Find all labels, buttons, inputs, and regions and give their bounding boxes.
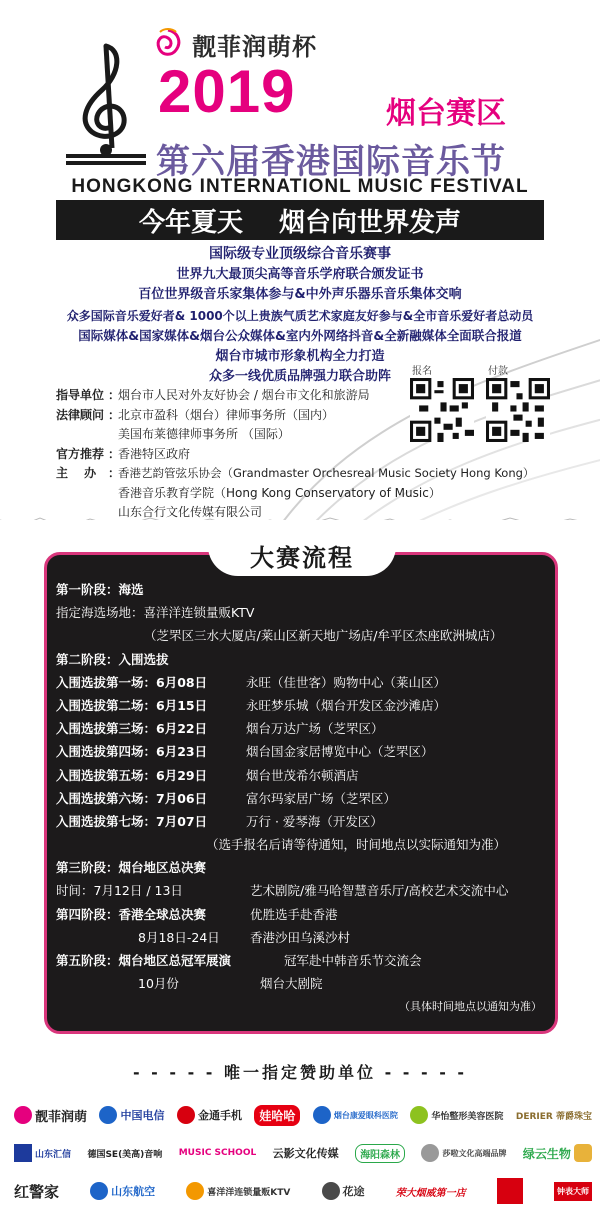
guide-label: 指导单位	[56, 388, 105, 402]
stage2-title: 第二阶段：入围选拔	[56, 651, 169, 667]
rose-logo-icon	[150, 26, 186, 62]
eye-logo-icon	[313, 1106, 331, 1124]
stage3-title: 第三阶段：烟台地区总决赛	[56, 860, 207, 876]
stage3-time: 时间：7月12日 / 13日	[56, 883, 183, 899]
shield-logo-icon	[14, 1144, 32, 1162]
seal-logo-icon	[497, 1178, 523, 1204]
stage4-venue: 香港沙田乌溪沙村	[250, 929, 351, 945]
sponsor-name: 德国SE(美高)音响	[87, 1149, 163, 1160]
brand-row	[150, 26, 317, 62]
sponsor-logo	[14, 1181, 59, 1202]
round-venue: 富尔玛家居广场（芝罘区）	[246, 790, 397, 806]
ktv-logo-icon	[186, 1182, 204, 1200]
round-venue: 烟台世茂希尔顿酒店	[246, 767, 359, 783]
sponsor-name: 山东汇信	[35, 1149, 72, 1160]
round-venue: 烟台万达广场（芝罘区）	[246, 721, 384, 737]
poster-header	[0, 0, 600, 520]
sponsor-name: 烟台康爱眼科医院	[333, 1110, 398, 1120]
highlight-item: 百位世界级音乐家集体参与&中外声乐器乐音乐集体交响	[138, 287, 462, 302]
sponsor-name: 花途	[342, 1185, 365, 1198]
sponsor-logo	[421, 1144, 506, 1162]
flower-logo-icon	[410, 1106, 428, 1124]
stage1-venue: 指定海选场地：喜洋洋连锁量贩KTV	[56, 605, 255, 621]
sally-logo-icon	[421, 1144, 439, 1162]
qr-pay-label: 付款	[488, 366, 508, 377]
stage5-time: 10月份	[138, 976, 179, 992]
sponsor-logo	[14, 1144, 71, 1162]
round-label: 入围选拔第一场：6月08日	[56, 674, 208, 690]
sponsor-name: 云影文化传媒	[272, 1147, 339, 1160]
highlight-item: 烟台市城市形象机构全力打造	[215, 348, 385, 364]
round-label: 入围选拔第四场：6月23日	[56, 744, 208, 760]
rose-logo-icon	[14, 1106, 32, 1124]
sponsor-grid	[14, 1096, 592, 1210]
sponsor-logo	[14, 1106, 87, 1125]
round-label: 入围选拔第六场：7月06日	[56, 790, 208, 806]
round-label: 入围选拔第七场：7月07日	[56, 813, 208, 829]
round-row	[56, 740, 556, 763]
sponsor-logo	[313, 1106, 398, 1124]
sponsor-name: 中国电信	[120, 1109, 165, 1122]
sponsor-name: 荣大烟威第一店	[395, 1187, 466, 1199]
round-row	[56, 694, 556, 717]
highlight-item: 众多一线优质品牌强力联合助阵	[208, 369, 391, 384]
sponsor-logo	[99, 1106, 164, 1124]
sponsor-name: 靓菲润萌	[35, 1109, 88, 1125]
huawei-logo-icon	[177, 1106, 195, 1124]
sponsor-logo	[177, 1106, 242, 1124]
round-label: 入围选拔第三场：6月22日	[56, 721, 208, 737]
sponsor-row	[14, 1134, 592, 1172]
slogan-left: 今年夏天	[138, 207, 243, 238]
sponsor-logo	[516, 1109, 592, 1122]
stage4-time: 8月18日-24日	[138, 929, 220, 945]
process-content	[56, 578, 556, 1019]
sponsor-name: 绿云生物	[522, 1146, 571, 1161]
round-row	[56, 810, 556, 833]
slogan-banner	[56, 200, 544, 240]
festival-title-en: HONGKONG INTERNATIONL MUSIC FESTIVAL	[71, 176, 529, 197]
sponsor-name: 山东航空	[111, 1185, 156, 1198]
festival-title-cn: 第六届香港国际音乐节	[156, 142, 506, 182]
sponsor-logo	[497, 1178, 523, 1204]
highlight-item: 国际媒体&国家媒体&烟台公众媒体&室内外网络抖音&全新融媒体全面联合报道	[78, 328, 522, 343]
telecom-logo-icon	[99, 1106, 117, 1124]
sponsor-logo	[396, 1184, 466, 1199]
round-row	[56, 787, 556, 810]
product-logo-icon	[574, 1144, 592, 1162]
legal-value: 北京市盈科（烟台）律师事务所（国内）	[118, 407, 335, 422]
round-venue: 永旺梦乐城（烟台开发区金沙滩店）	[246, 697, 447, 713]
sponsor-name: 莎啦文化高端品牌	[442, 1148, 507, 1158]
stage3-row	[56, 879, 556, 902]
highlight-item: 世界九大最顶尖高等音乐学府联合颁发证书	[176, 266, 424, 282]
recommend-value: 香港特区政府	[118, 446, 191, 461]
sponsor-row	[14, 1172, 592, 1210]
highlight-item: 众多国际音乐爱好者& 1000个以上贵族气质艺术家庭友好参与&全市音乐爱好者总动员	[66, 308, 534, 323]
sponsor-name: 娃哈哈	[254, 1105, 300, 1126]
legal-value-2: 美国布莱德律师事务所 （国际）	[118, 427, 290, 441]
sponsor-logo	[87, 1147, 162, 1160]
round-venue: 永旺（佳世客）购物中心（莱山区）	[246, 674, 447, 690]
final-note: （具体时间地点以通知为准）	[399, 1000, 542, 1014]
stage3-venue: 艺术剧院/雅马哈智慧音乐厅/高校艺术交流中心	[250, 883, 509, 899]
organizers-block	[56, 386, 576, 520]
round-venue: 烟台国金家居博览中心（芝罘区）	[246, 744, 434, 760]
sponsor-logo	[90, 1182, 155, 1200]
sponsor-logo	[179, 1148, 257, 1158]
guide-row: 指导单位 ： 烟台市人民对外友好协会 / 烟台市文化和旅游局	[56, 386, 576, 406]
sponsor-name: 海阳森林	[355, 1144, 405, 1163]
round-row	[56, 764, 556, 787]
stage5-title: 第五阶段：烟台地区总冠军展演	[56, 953, 232, 968]
stage5-desc: 冠军赴中韩音乐节交流会	[284, 953, 422, 968]
process-title: 大赛流程	[208, 534, 396, 576]
stage1-title: 第一阶段：海选	[56, 582, 144, 597]
sponsor-name: 红警家	[14, 1182, 60, 1201]
stage4-row	[56, 903, 556, 926]
round-row	[56, 671, 556, 694]
sponsor-logo	[186, 1182, 290, 1200]
airline-logo-icon	[90, 1182, 108, 1200]
flower-journey-logo-icon	[322, 1182, 340, 1200]
sponsor-row	[14, 1096, 592, 1134]
legal-row: 法律顾问 ： 北京市盈科（烟台）律师事务所（国内）	[56, 406, 576, 426]
recommend-row: 官方推荐 ： 香港特区政府	[56, 445, 576, 465]
slogan-right: 烟台向世界发声	[279, 207, 462, 238]
stage5-detail-row	[56, 972, 556, 995]
sponsor-name: 钟表大师	[554, 1182, 592, 1201]
sponsor-title: - - - - - 唯一指定赞助单位 - - - - -	[132, 1063, 468, 1082]
sponsor-name: 金通手机	[197, 1109, 242, 1122]
host-value-2: 香港音乐教育学院（Hong Kong Conservatory of Music）	[118, 485, 441, 500]
legal-label: 法律顾问	[56, 407, 105, 422]
brand-name: 靓菲润萌杯	[192, 32, 317, 61]
sponsor-logo	[273, 1145, 339, 1161]
recommend-label: 官方推荐	[56, 446, 105, 461]
highlights-list	[0, 244, 600, 388]
host-label: 主 办	[56, 466, 97, 480]
stage1-branches: （芝罘区三水大厦店/莱山区新天地广场店/牟平区杰座欧洲城店）	[144, 628, 503, 644]
stage4-detail-row	[56, 926, 556, 949]
sponsor-logo	[322, 1182, 365, 1200]
stage2-note: （选手报名后请等待通知，时间地点以实际通知为准）	[206, 837, 507, 853]
highlight-item: 国际级专业顶级综合音乐赛事	[209, 246, 391, 262]
event-region: 烟台赛区	[386, 96, 506, 131]
sponsor-logo	[554, 1182, 592, 1201]
sponsor-logo	[410, 1106, 503, 1124]
host-row: 主 办 ： 香港艺韵管弦乐协会（Grandmaster Orchesreal Music Society Hong Kong）	[56, 464, 576, 484]
stage4-title: 第四阶段：香港全球总决赛	[56, 906, 207, 922]
treble-clef-icon	[62, 38, 152, 168]
event-year: 2019	[158, 58, 296, 125]
sponsor-name: 华怡整形美容医院	[431, 1111, 504, 1122]
round-row	[56, 717, 556, 740]
stage5-venue: 烟台大剧院	[260, 976, 323, 992]
guide-value: 烟台市人民对外友好协会 / 烟台市文化和旅游局	[118, 388, 370, 402]
round-venue: 万行 · 爱琴海（开发区）	[246, 813, 383, 829]
host-value: 香港艺韵管弦乐协会（Grandmaster Orchesreal Music Society Hong Kong）	[118, 466, 535, 480]
sponsor-logo	[254, 1105, 300, 1126]
sponsor-logo	[523, 1144, 592, 1162]
sponsor-name: MUSIC SCHOOL	[178, 1148, 257, 1158]
sponsor-name: 喜洋洋连锁量贩KTV	[207, 1187, 291, 1198]
round-label: 入围选拔第五场：6月29日	[56, 767, 208, 783]
host-value-3: 山东合行文化传媒有限公司	[118, 505, 263, 519]
sponsor-logo	[355, 1144, 405, 1163]
stage4-desc: 优胜选手赴香港	[250, 906, 338, 922]
stage5-row	[56, 949, 556, 972]
qr-signup-label: 报名	[412, 366, 432, 377]
sponsor-name: DERIER 蒂爵珠宝	[515, 1111, 592, 1122]
round-label: 入围选拔第二场：6月15日	[56, 697, 208, 713]
